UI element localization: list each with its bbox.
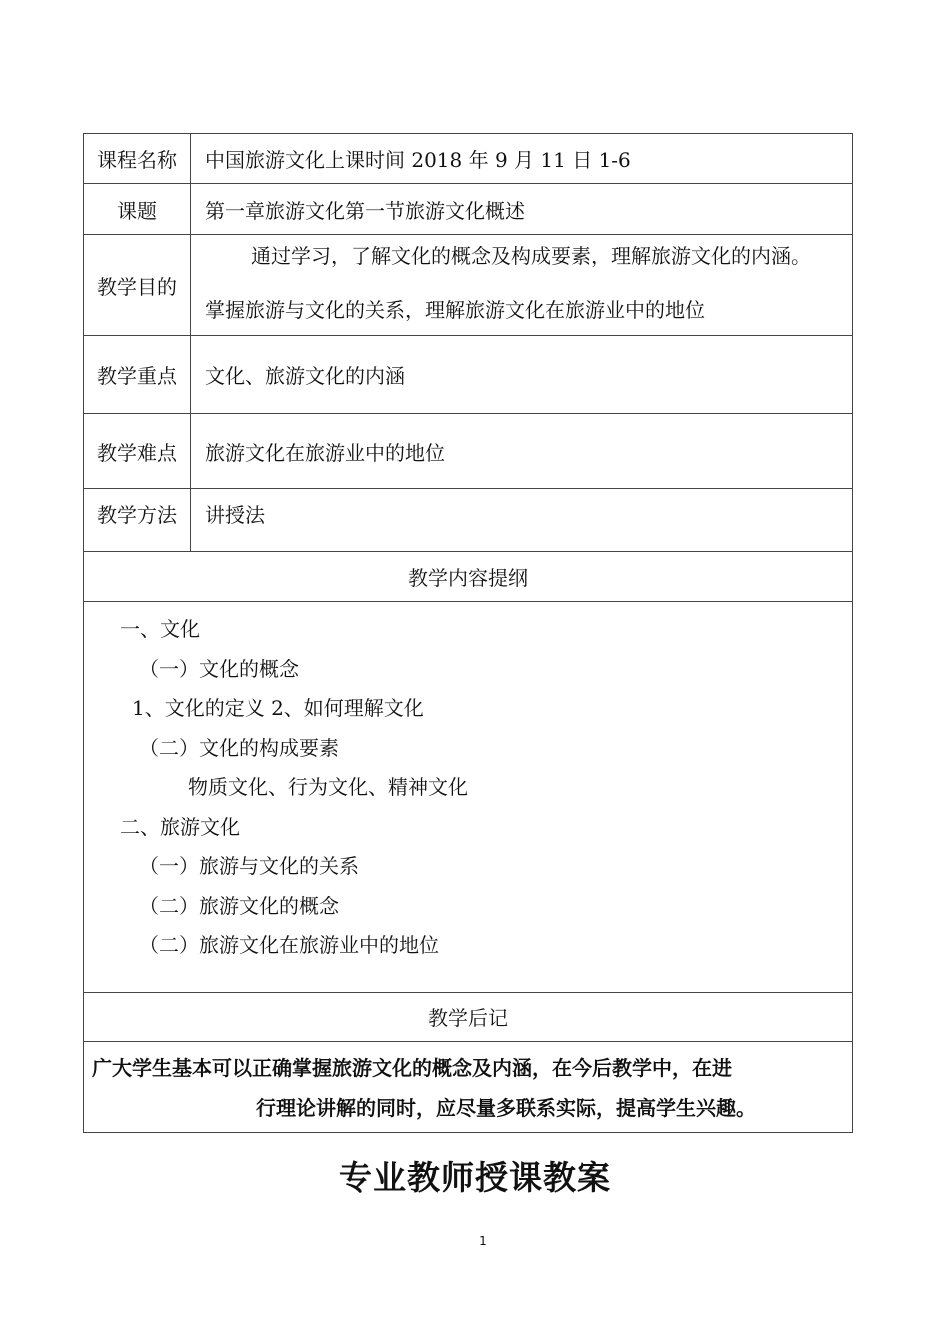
outline-content	[84, 602, 853, 993]
topic-row	[84, 184, 853, 235]
difficulty-value: 旅游文化在旅游业中的地位	[191, 414, 853, 489]
objective-line-2: 掌握旅游与文化的关系，理解旅游文化在旅游业中的地位	[205, 298, 705, 322]
topic-value: 第一章旅游文化第一节旅游文化概述	[191, 184, 853, 235]
outline-item: （一）文化的概念	[139, 656, 299, 681]
notes-header-row	[84, 992, 853, 1041]
outline-item: （一）旅游与文化的关系	[139, 854, 359, 878]
method-label: 教学方法	[84, 489, 191, 552]
difficulty-label: 教学难点	[84, 414, 191, 489]
course-label: 课程名称	[84, 134, 191, 184]
outline-item: （二）旅游文化在旅游业中的地位	[139, 933, 439, 957]
objective-line-1: 通过学习，了解文化的概念及构成要素，理解旅游文化的内涵。	[251, 244, 811, 268]
key-label: 教学重点	[84, 336, 191, 414]
method-value: 讲授法	[191, 489, 853, 552]
notes-content	[84, 1041, 853, 1132]
objective-label: 教学目的	[84, 235, 191, 336]
outline-header-row	[84, 552, 853, 602]
outline-item: 一、文化	[120, 617, 200, 641]
key-value: 文化、旅游文化的内涵	[191, 336, 853, 414]
lesson-plan-table	[83, 133, 853, 1133]
difficulty-row	[84, 414, 853, 489]
outline-row	[84, 602, 853, 993]
outline-item: 1、文化的定义 2、如何理解文化	[132, 696, 424, 720]
outline-header: 教学内容提纲	[84, 552, 853, 602]
outline-item: 物质文化、行为文化、精神文化	[188, 775, 468, 799]
course-row	[84, 134, 853, 184]
notes-header: 教学后记	[84, 992, 853, 1041]
document-title: 专业教师授课教案	[339, 1158, 611, 1197]
page-number: 1	[479, 1234, 487, 1248]
objective-row	[84, 235, 853, 336]
outline-item: （二）文化的构成要素	[139, 735, 339, 760]
outline-item: （二）旅游文化的概念	[139, 893, 339, 918]
topic-label: 课题	[84, 184, 191, 235]
key-row	[84, 336, 853, 414]
course-value: 中国旅游文化上课时间 2018 年 9 月 11 日 1-6	[191, 134, 853, 184]
method-row	[84, 489, 853, 552]
notes-line-2: 行理论讲解的同时，应尽量多联系实际，提高学生兴趣。	[256, 1095, 756, 1120]
notes-row	[84, 1041, 853, 1132]
outline-item: 二、旅游文化	[120, 814, 240, 839]
objective-cell	[191, 235, 853, 336]
notes-line-1: 广大学生基本可以正确掌握旅游文化的概念及内涵，在今后教学中，在进	[92, 1055, 732, 1080]
